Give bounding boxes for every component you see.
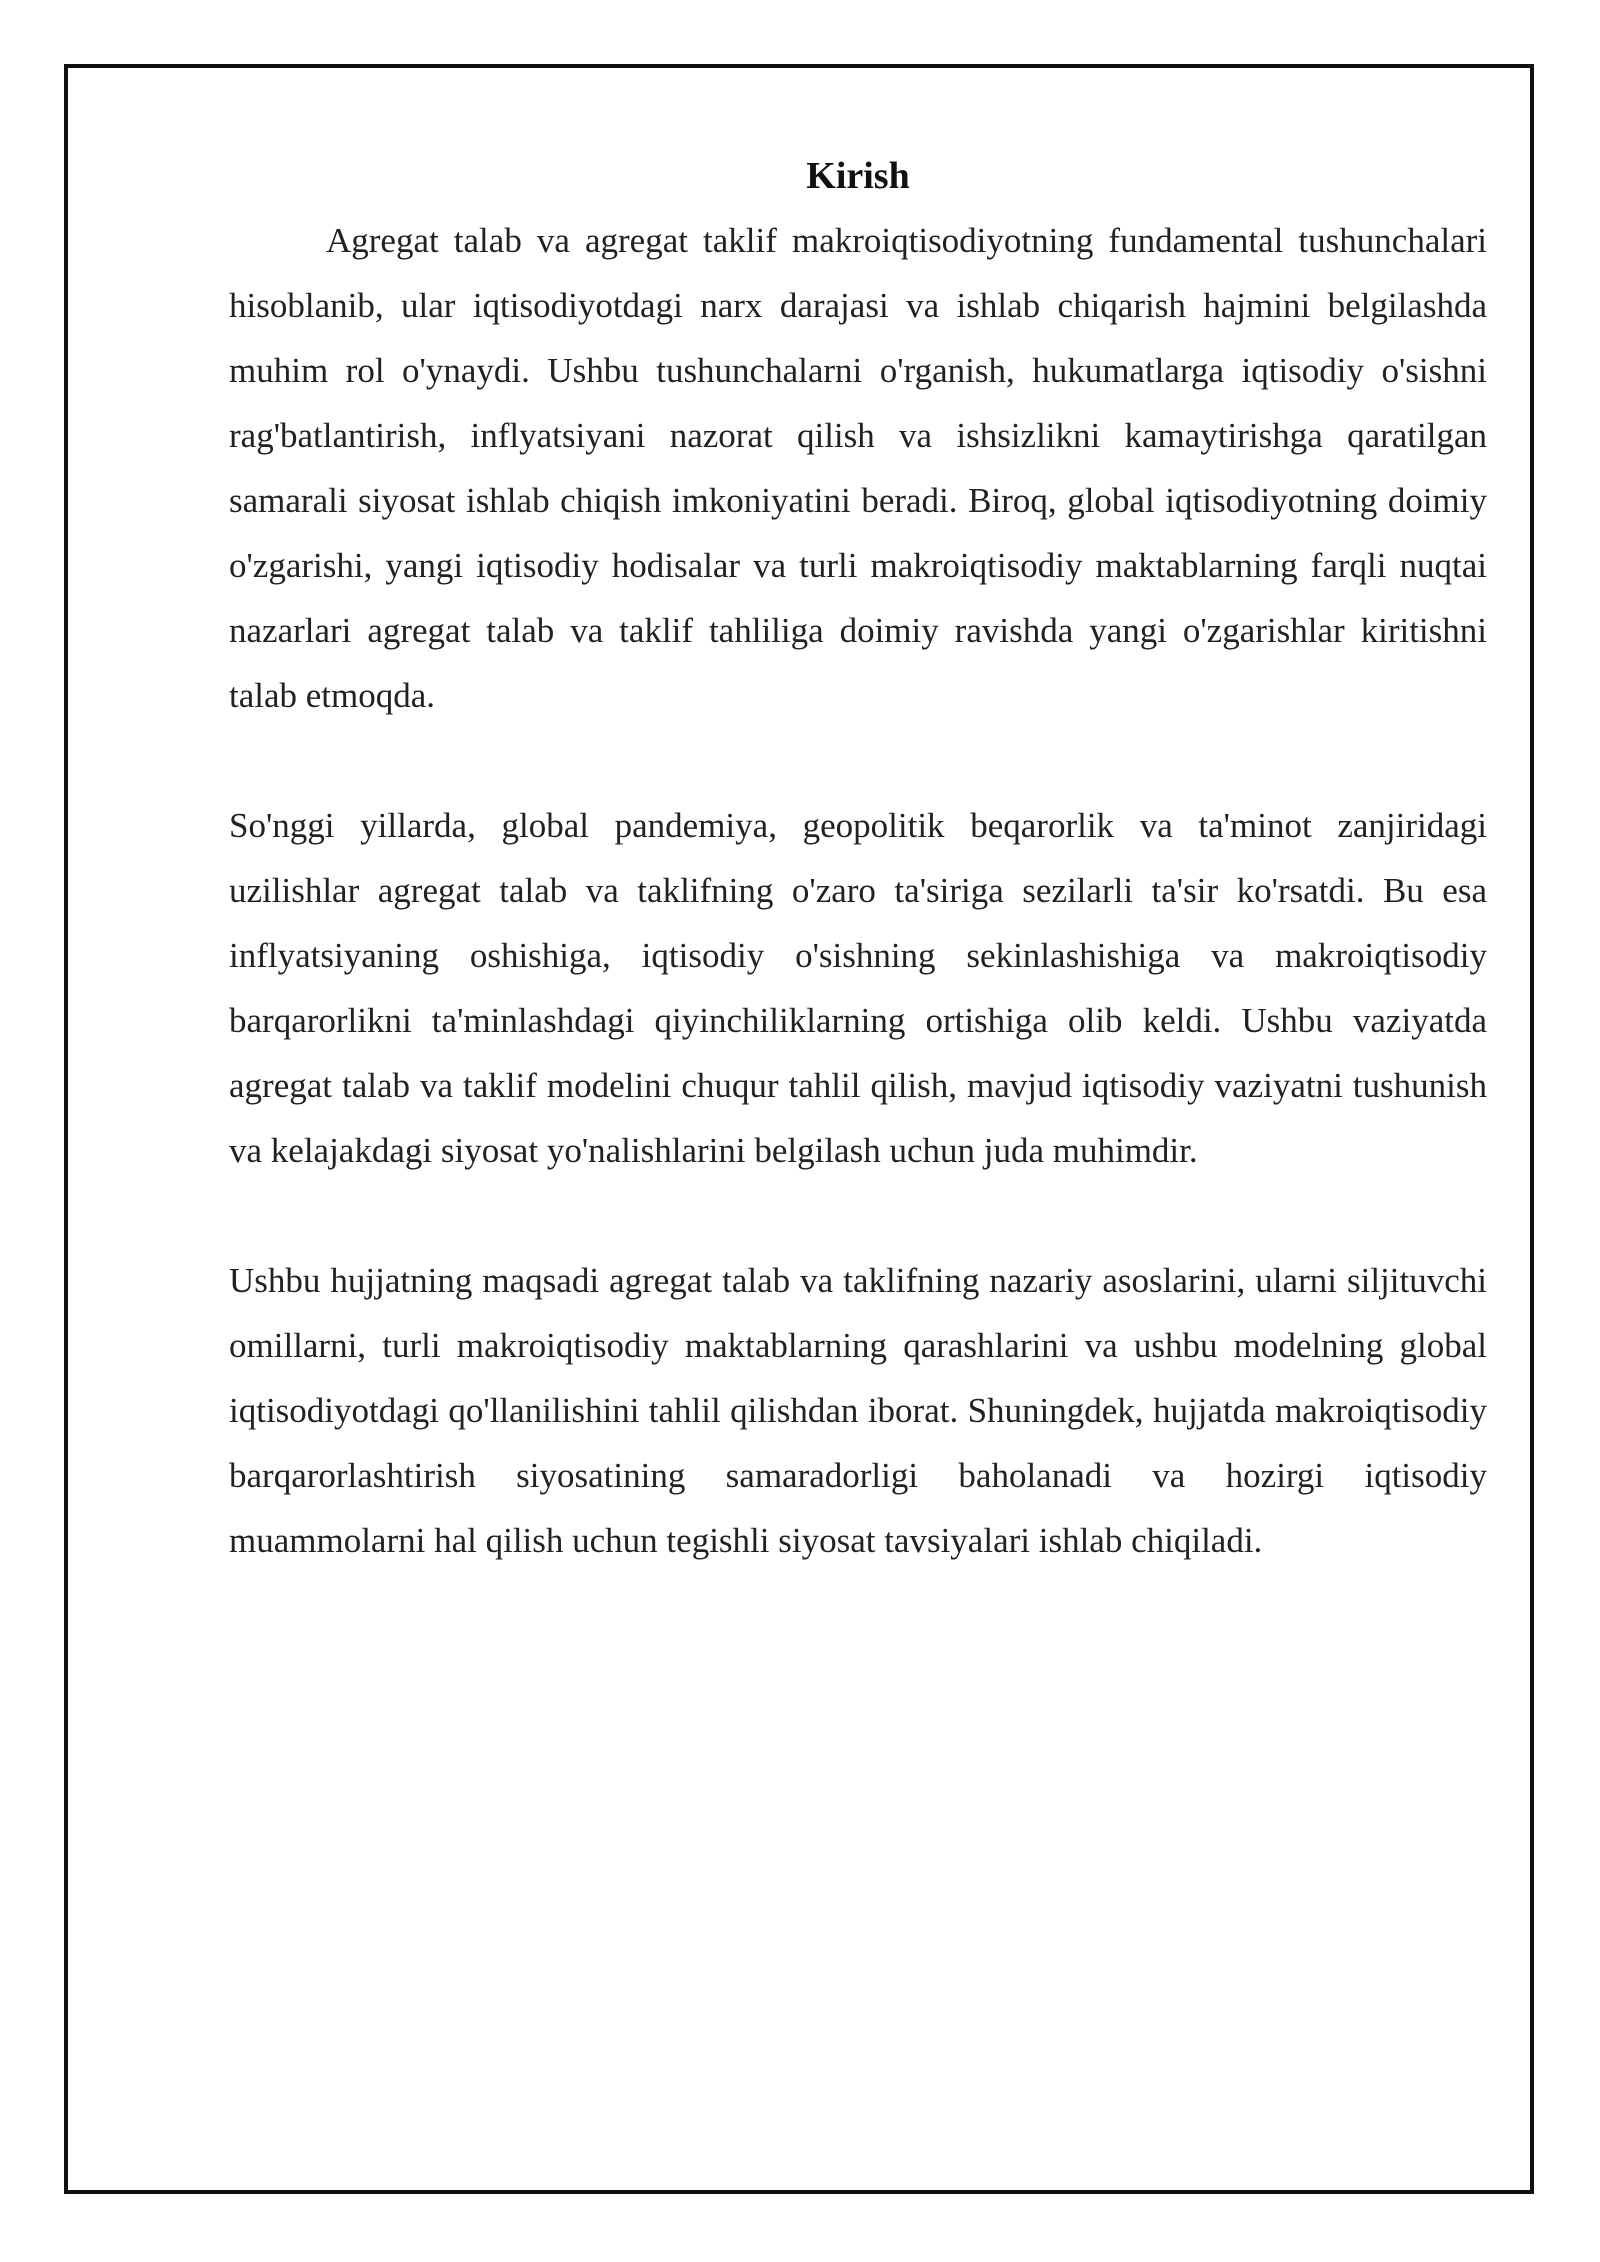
paragraph-intro: Agregat talab va agregat taklif makroiqtisodiyotning fundamental tushunchalari hisoblanib, ular iqtisodiyotdagi narx darajasi va ishlab chiqarish hajmini belgilashda muhim rol o'ynaydi. Ushbu tushunchalarni o'rganish, hukumatlarga iqtisodiy o'sishni rag'batlantirish, inflyatsiyani nazorat qilish va ishsizlikni kamaytirishga qaratilgan samarali siyosat ishlab chiqish imkoniyatini beradi. Biroq, global iqtisodiyotning doimiy o'zgarishi, yangi iqtisodiy hodisalar va turli makroiqtisodiy maktablarning farqli nuqtai nazarlari agregat talab va taklif tahliliga doimiy ravishda yangi o'zgarishlar kiritishni talab etmoqda. (229, 221, 1487, 715)
paragraph-recent-years: So'nggi yillarda, global pandemiya, geopolitik beqarorlik va ta'minot zanjiridagi uzilishlar agregat talab va taklifning o'zaro ta'siriga sezilarli ta'sir ko'rsatdi. Bu esa inflyatsiyaning oshishiga, iqtisodiy o'sishning sekinlashishiga va makroiqtisodiy barqarorlikni ta'minlashdagi qiyinchiliklarning ortishiga olib keldi. Ushbu vaziyatda agregat talab va taklif modelini chuqur tahlil qilish, mavjud iqtisodiy vaziyatni tushunish va kelajakdagi siyosat yo'nalishlarini belgilash uchun juda muhimdir. (229, 806, 1487, 1170)
paragraph-purpose: Ushbu hujjatning maqsadi agregat talab va taklifning nazariy asoslarini, ularni siljituvchi omillarni, turli makroiqtisodiy maktablarning qarashlarini va ushbu modelning global iqtisodiyotdagi qo'llanilishini tahlil qilishdan iborat. Shuningdek, hujjatda makroiqtisodiy barqarorlashtirish siyosatining samaradorligi baholanadi va hozirgi iqtisodiy muammolarni hal qilish uchun tegishli siyosat tavsiyalari ishlab chiqiladi. (229, 1261, 1487, 1560)
document-body (229, 150, 1487, 1638)
page-title: Kirish (806, 155, 910, 197)
